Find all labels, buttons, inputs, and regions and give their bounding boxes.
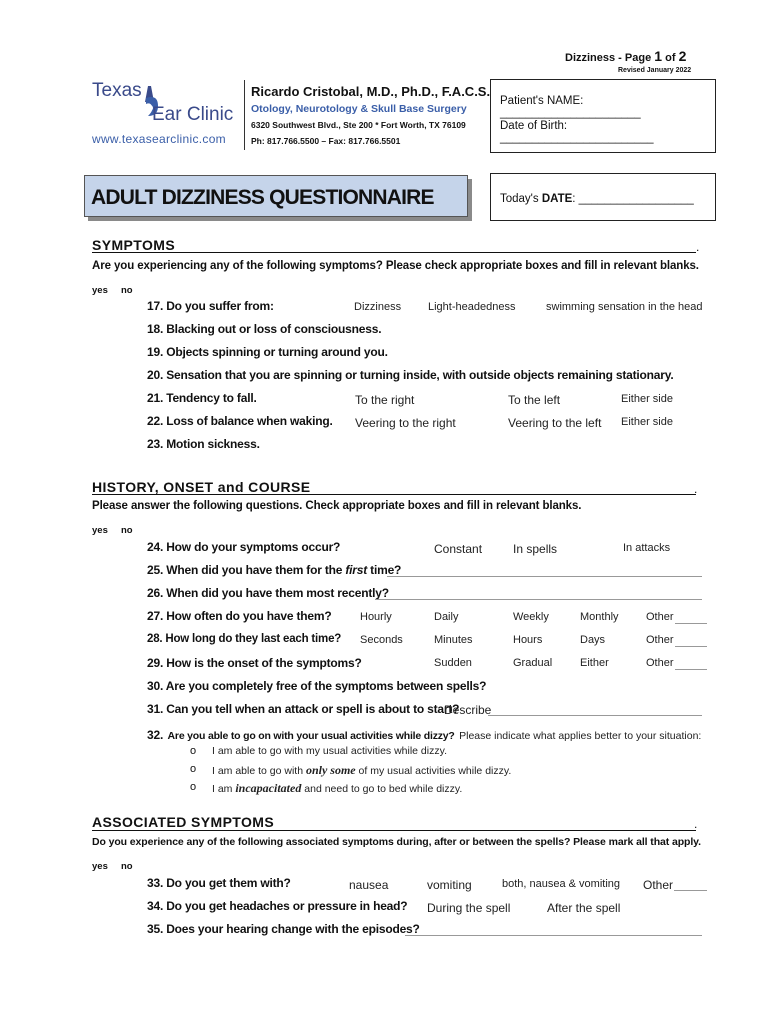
history-heading: HISTORY, ONSET and COURSE bbox=[92, 479, 311, 495]
questionnaire-title-box bbox=[84, 175, 468, 217]
question-32-instruction: Please indicate what applies better to your situation: bbox=[459, 730, 702, 742]
option-frequency-other[interactable]: Other bbox=[646, 611, 674, 623]
option-hourly[interactable]: Hourly bbox=[360, 611, 392, 623]
radio-bullet[interactable]: o bbox=[190, 745, 197, 757]
question-22: 22. Loss of balance when waking. bbox=[147, 414, 333, 428]
option-veering-left[interactable]: Veering to the left bbox=[508, 416, 602, 430]
header-divider bbox=[244, 80, 245, 150]
clinic-phone-fax: Ph: 817.766.5500 – Fax: 817.766.5501 bbox=[251, 136, 401, 146]
option-during-spell[interactable]: During the spell bbox=[427, 901, 511, 915]
clinic-address: 6320 Southwest Blvd., Ste 200 * Fort Worth, TX 76109 bbox=[251, 120, 466, 130]
history-instruction: Please answer the following questions. Check appropriate boxes and fill in relevant blanks. bbox=[92, 500, 582, 512]
option-daily[interactable]: Daily bbox=[434, 611, 459, 623]
question-30: 30. Are you completely free of the symptoms between spells? bbox=[147, 679, 487, 693]
question-34: 34. Do you get headaches or pressure in head? bbox=[147, 899, 408, 913]
most-recent-answer-field[interactable] bbox=[375, 599, 702, 600]
option-incapacitated bbox=[212, 781, 462, 796]
option-light-headedness[interactable]: Light-headedness bbox=[428, 301, 516, 313]
no-column-label: no bbox=[121, 525, 133, 536]
first-time-answer-field[interactable] bbox=[387, 576, 702, 577]
page-current: 1 bbox=[654, 48, 663, 64]
describe-label: Describe bbox=[444, 703, 492, 717]
page-indicator bbox=[565, 48, 686, 64]
question-25-emphasis: first bbox=[345, 563, 368, 577]
question-23: 23. Motion sickness. bbox=[147, 437, 260, 451]
section-period: . bbox=[694, 817, 698, 831]
option-seconds[interactable]: Seconds bbox=[360, 634, 403, 646]
symptoms-instruction: Are you experiencing any of the following symptoms? Please check appropriate boxes and fill in relevant blanks. bbox=[92, 260, 699, 272]
today-date-field[interactable] bbox=[500, 193, 694, 205]
logo-ear-clinic-text: Ear Clinic bbox=[152, 104, 234, 125]
duration-other-field[interactable] bbox=[675, 646, 707, 647]
question-25 bbox=[147, 563, 401, 577]
date-of-birth-field[interactable]: Date of Birth: ________________________ bbox=[500, 120, 654, 144]
option-monthly[interactable]: Monthly bbox=[580, 611, 619, 623]
option-to-the-right[interactable]: To the right bbox=[355, 393, 415, 407]
patient-name-field[interactable]: Patient's NAME: ______________________ bbox=[500, 95, 641, 119]
question-31: 31. Can you tell when an attack or spell is about to start? bbox=[147, 702, 460, 716]
frequency-other-field[interactable] bbox=[675, 623, 707, 624]
option-veering-either[interactable]: Either side bbox=[621, 416, 673, 428]
option-swimming-sensation[interactable]: swimming sensation in the head bbox=[546, 301, 703, 313]
question-21: 21. Tendency to fall. bbox=[147, 391, 257, 405]
today-date-box bbox=[490, 173, 716, 221]
question-24: 24. How do your symptoms occur? bbox=[147, 540, 341, 554]
onset-other-field[interactable] bbox=[675, 669, 707, 670]
option-vomiting[interactable]: vomiting bbox=[427, 878, 472, 892]
option-either-side[interactable]: Either side bbox=[621, 393, 673, 405]
page-total: 2 bbox=[678, 48, 687, 64]
option-nausea[interactable]: nausea bbox=[349, 878, 389, 892]
option-sudden[interactable]: Sudden bbox=[434, 657, 472, 669]
associated-instruction: Do you experience any of the following associated symptoms during, after or between the spells? Please mark all that apply. bbox=[92, 836, 701, 848]
no-column-label: no bbox=[121, 285, 133, 296]
option-gradual[interactable]: Gradual bbox=[513, 657, 553, 669]
today-date-label: DATE bbox=[541, 193, 573, 205]
option-weekly[interactable]: Weekly bbox=[513, 611, 549, 623]
attack-warning-description-field[interactable] bbox=[488, 715, 702, 716]
page-prefix: Dizziness - Page bbox=[565, 52, 652, 64]
question-27: 27. How often do you have them? bbox=[147, 609, 332, 623]
associated-other-field[interactable] bbox=[674, 890, 707, 891]
page-of: of bbox=[665, 52, 676, 64]
question-32-text: Are you able to go on with your usual activities while dizzy? bbox=[167, 730, 455, 742]
option-some-prefix: I am able to go with bbox=[212, 765, 306, 777]
option-duration-other[interactable]: Other bbox=[646, 634, 674, 646]
radio-bullet[interactable]: o bbox=[190, 763, 197, 775]
option-to-the-left[interactable]: To the left bbox=[508, 393, 561, 407]
option-usual-activities: I am able to go with my usual activities while dizzy. bbox=[212, 745, 447, 757]
question-32 bbox=[147, 726, 701, 744]
question-26: 26. When did you have them most recently? bbox=[147, 586, 389, 600]
clinic-logo bbox=[92, 80, 242, 150]
hearing-change-answer-field[interactable] bbox=[405, 935, 702, 936]
question-17: 17. Do you suffer from: bbox=[147, 299, 274, 313]
no-column-label: no bbox=[121, 861, 133, 872]
option-minutes[interactable]: Minutes bbox=[434, 634, 473, 646]
option-dizziness[interactable]: Dizziness bbox=[354, 301, 402, 313]
doctor-name: Ricardo Cristobal, M.D., Ph.D., F.A.C.S. bbox=[251, 84, 491, 99]
questionnaire-title: ADULT DIZZINESS QUESTIONNAIRE bbox=[91, 186, 434, 209]
patient-info-box bbox=[490, 79, 716, 153]
question-32-number: 32. bbox=[147, 728, 164, 742]
doctor-specialty: Otology, Neurotology & Skull Base Surgery bbox=[251, 103, 467, 115]
today-label: Today's bbox=[500, 193, 539, 205]
section-underline bbox=[92, 494, 696, 495]
option-incapacitated-emphasis: incapacitated bbox=[235, 781, 302, 795]
option-some-emphasis: only some bbox=[305, 763, 356, 777]
yes-column-label: yes bbox=[92, 525, 108, 536]
section-period: . bbox=[696, 240, 700, 254]
question-33: 33. Do you get them with? bbox=[147, 876, 291, 890]
question-28: 28. How long do they last each time? bbox=[147, 633, 342, 645]
question-35: 35. Does your hearing change with the episodes? bbox=[147, 922, 420, 936]
option-incapacitated-prefix: I am bbox=[212, 783, 236, 795]
question-20: 20. Sensation that you are spinning or turning inside, with outside objects remaining stationary. bbox=[147, 368, 674, 382]
option-in-attacks[interactable]: In attacks bbox=[623, 542, 671, 554]
yes-column-label: yes bbox=[92, 285, 108, 296]
associated-symptoms-heading: ASSOCIATED SYMPTOMS bbox=[92, 814, 275, 830]
radio-bullet[interactable]: o bbox=[190, 781, 197, 793]
option-associated-other[interactable]: Other bbox=[643, 878, 674, 892]
question-25-suffix: time? bbox=[367, 563, 402, 577]
question-18: 18. Blacking out or loss of consciousness. bbox=[147, 322, 382, 336]
logo-texas-text: Texas bbox=[92, 80, 142, 101]
option-onset-other[interactable]: Other bbox=[646, 657, 674, 669]
option-both-nausea-vomiting[interactable]: both, nausea & vomiting bbox=[502, 878, 621, 890]
option-in-spells[interactable]: In spells bbox=[513, 542, 558, 556]
yes-column-label: yes bbox=[92, 861, 108, 872]
option-some-suffix: of my usual activities while dizzy. bbox=[355, 765, 512, 777]
question-29: 29. How is the onset of the symptoms? bbox=[147, 656, 362, 670]
section-period: . bbox=[694, 482, 698, 496]
section-underline bbox=[92, 830, 696, 831]
question-19: 19. Objects spinning or turning around you. bbox=[147, 345, 388, 359]
section-underline bbox=[92, 252, 696, 253]
today-date-line: : __________________ bbox=[572, 193, 694, 205]
option-days[interactable]: Days bbox=[580, 634, 606, 646]
option-hours[interactable]: Hours bbox=[513, 634, 543, 646]
option-incapacitated-suffix: and need to go to bed while dizzy. bbox=[301, 783, 463, 795]
option-veering-right[interactable]: Veering to the right bbox=[355, 416, 456, 430]
question-25-prefix: 25. When did you have them for the bbox=[147, 563, 346, 577]
option-after-spell[interactable]: After the spell bbox=[547, 901, 621, 915]
option-constant[interactable]: Constant bbox=[434, 542, 483, 556]
clinic-website: www.texasearclinic.com bbox=[92, 132, 226, 146]
revised-date: Revised January 2022 bbox=[618, 67, 692, 74]
symptoms-heading: SYMPTOMS bbox=[92, 237, 176, 253]
option-some-activities bbox=[212, 763, 511, 778]
option-either[interactable]: Either bbox=[580, 657, 609, 669]
